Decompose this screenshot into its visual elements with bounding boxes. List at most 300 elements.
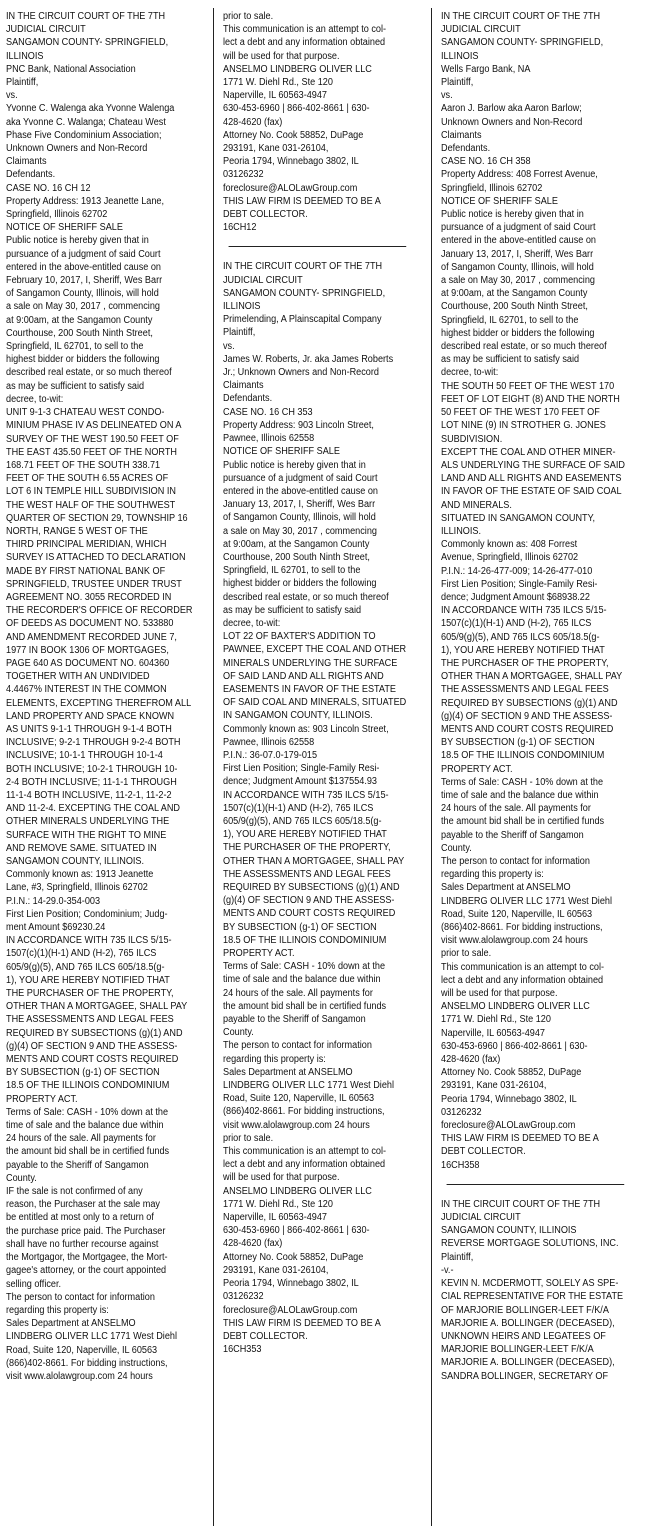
notice-text-line: will be used for that purpose.	[441, 988, 558, 1000]
notice-text-line: LOT 6 IN TEMPLE HILL SUBDIVISION IN	[6, 486, 176, 498]
notice-text-line: Unknown Owners and Non-Record	[441, 116, 583, 128]
notice-text-line: time of sale and the balance due within	[441, 789, 599, 801]
notice-text-line: MADE BY FIRST NATIONAL BANK OF	[6, 565, 166, 577]
notice-text-line: THE PURCHASER OF THE PROPERTY,	[441, 657, 609, 669]
notice-text-line: a sale on May 30, 2017 , commencing	[6, 301, 160, 313]
notice-text-line: aka Yvonne C. Walanga; Chateau West	[6, 116, 166, 128]
notice-text-line: visit www.alolawgroup.com 24 hours	[6, 1370, 153, 1382]
notice-text-line: SANGAMON COUNTY- SPRINGFIELD,	[441, 37, 604, 49]
notice-text-line: IF the sale is not confirmed of any	[6, 1186, 143, 1198]
legal-notice	[223, 260, 412, 1356]
notice-text-line: THE SOUTH 50 FEET OF THE WEST 170	[441, 380, 615, 392]
notice-text-line: First Lien Position; Single-Family Resi-	[441, 578, 598, 590]
notice-text-line: AND AMENDMENT RECORDED JUNE 7,	[6, 631, 177, 643]
notice-text-line: PROPERTY ACT.	[441, 763, 513, 775]
notice-text-line: ILLINOIS	[6, 50, 44, 62]
notice-text-line: EXCEPT THE COAL AND OTHER MINER-	[441, 446, 616, 458]
notice-text-line: James W. Roberts, Jr. aka James Roberts	[223, 353, 394, 365]
notice-text-line: Attorney No. Cook 58852, DuPage	[223, 1251, 364, 1263]
notice-text-line: Naperville, IL 60563-4947	[223, 1212, 328, 1224]
notice-text-line: NOTICE OF SHERIFF SALE	[223, 446, 340, 458]
column-3	[441, 10, 630, 1383]
notice-text-line: P.I.N.: 14-29.0-354-003	[6, 895, 101, 907]
notice-text-line: ment Amount $69230.24	[6, 922, 106, 934]
notice-text-line: IN SANGAMON COUNTY, ILLINOIS.	[223, 710, 373, 722]
notice-text-line: 428-4620 (fax)	[223, 1238, 283, 1250]
notice-text-line: 16CH353	[223, 1344, 262, 1356]
notice-text-line: Property Address: 408 Forrest Avenue,	[441, 169, 598, 181]
notice-text-line: as may be sufficient to satisfy said	[441, 354, 580, 366]
notice-text-line: PAGE 640 AS DOCUMENT NO. 604360	[6, 657, 170, 669]
notice-text-line: CASE NO. 16 CH 12	[6, 182, 91, 194]
notice-text-line: SURVEY OF THE WEST 190.50 FEET OF	[6, 433, 179, 445]
notice-text-line: Terms of Sale: CASH - 10% down at the	[441, 776, 604, 788]
notice-text-line: the amount bid shall be in certified funds	[6, 1146, 170, 1158]
notice-text-line: OTHER THAN A MORTGAGEE, SHALL PAY	[6, 1001, 188, 1013]
notice-text-line: reason, the Purchaser at the sale may	[6, 1199, 160, 1211]
notice-text-line: This communication is an attempt to col-	[223, 1146, 387, 1158]
notice-text-line: of Sangamon County, Illinois, will hold	[6, 288, 159, 300]
notice-text-line: LINDBERG OLIVER LLC 1771 West Diehl	[223, 1080, 394, 1092]
notice-text-line: UNIT 9-1-3 CHATEAU WEST CONDO-	[6, 407, 165, 419]
notice-text-line: 630-453-6960 | 866-402-8661 | 630-	[441, 1040, 588, 1052]
notice-text-line: AND MINERALS.	[441, 499, 512, 511]
notice-text-line: January 13, 2017, I, Sheriff, Wes Barr	[441, 248, 594, 260]
notice-text-line: OTHER THAN A MORTGAGEE, SHALL PAY	[223, 855, 405, 867]
notice-text-line: BY SUBSECTION (g-1) OF SECTION	[6, 1067, 160, 1079]
notice-text-line: Springfield, Illinois 62702	[6, 209, 108, 221]
notice-text-line: MINERALS UNDERLYING THE SURFACE	[223, 657, 398, 669]
notice-text-line: DEBT COLLECTOR.	[223, 209, 308, 221]
notice-text-line: PNC Bank, National Association	[6, 63, 136, 75]
notice-text-line: Springfield, IL 62701, to sell to the	[441, 314, 579, 326]
notice-text-line: decree, to-wit:	[6, 393, 64, 405]
notice-text-line: Plaintiff,	[441, 77, 474, 89]
notice-text-line: a sale on May 30, 2017 , commencing	[441, 275, 595, 287]
notice-text-line: BY SUBSECTION (g-1) OF SECTION	[223, 921, 377, 933]
legal-notice	[6, 10, 195, 1383]
notice-text-line: Naperville, IL 60563-4947	[441, 1027, 546, 1039]
notice-text-line: at 9:00am, at the Sangamon County	[6, 314, 153, 326]
notice-text-line: Wells Fargo Bank, NA	[441, 63, 531, 75]
notice-text-line: 50 FEET OF THE WEST 170 FEET OF	[441, 407, 600, 419]
notice-text-line: the amount bid shall be in certified funds	[223, 1000, 387, 1012]
notice-text-line: MARJORIE BOLLINGER-LEET F/K/A	[441, 1344, 594, 1356]
notice-text-line: dence; Judgment Amount $68938.22	[441, 591, 590, 603]
notice-text-line: regarding this property is:	[6, 1304, 109, 1316]
notice-text-line: LOT NINE (9) IN STROTHER G. JONES	[441, 420, 606, 432]
notice-text-line: Plaintiff,	[6, 77, 39, 89]
notice-text-line: highest bidder or bidders the following	[223, 578, 377, 590]
notice-text-line: PAWNEE, EXCEPT THE COAL AND OTHER	[223, 644, 407, 656]
notice-text-line: Springfield, IL 62701, to sell to the	[6, 341, 144, 353]
notice-text-line: Defendants.	[441, 143, 491, 155]
notice-text-line: Road, Suite 120, Naperville, IL 60563	[441, 908, 593, 920]
notice-text-line: Courthouse, 200 South Ninth Street,	[441, 301, 588, 313]
notice-text-line: BY SUBSECTION (g-1) OF SECTION	[441, 737, 595, 749]
legal-notice	[441, 1198, 630, 1383]
notice-text-line: LINDBERG OLIVER LLC 1771 West Diehl	[441, 895, 612, 907]
notice-text-line: LAND AND ALL RIGHTS AND EASEMENTS	[441, 473, 622, 485]
notice-text-line: IN ACCORDANCE WITH 735 ILCS 5/15-	[441, 605, 607, 617]
notice-text-line: regarding this property is:	[441, 869, 544, 881]
notice-separator	[229, 246, 407, 247]
notice-text-line: IN THE CIRCUIT COURT OF THE 7TH	[6, 11, 166, 22]
notice-text-line: entered in the above-entitled cause on	[6, 261, 162, 273]
notice-text-line: Defendants.	[223, 393, 273, 405]
notice-text-line: foreclosure@ALOLawGroup.com	[441, 1120, 576, 1132]
notice-text-line: described real estate, or so much thereof	[6, 367, 172, 379]
notice-text-line: 1), YOU ARE HEREBY NOTIFIED THAT	[6, 974, 170, 986]
notice-text-line: IN THE CIRCUIT COURT OF THE 7TH	[223, 261, 383, 273]
notice-text-line: SUBDIVISION.	[441, 433, 503, 445]
notice-text-line: 1771 W. Diehl Rd., Ste 120	[223, 1198, 333, 1210]
notice-text-line: 1), YOU ARE HEREBY NOTIFIED THAT	[223, 829, 387, 841]
notice-text-line: CIAL REPRESENTATIVE FOR THE ESTATE	[441, 1291, 624, 1303]
notice-text-line: Aaron J. Barlow aka Aaron Barlow;	[441, 103, 582, 115]
notice-text-line: 630-453-6960 | 866-402-8661 | 630-	[223, 103, 370, 115]
notice-text-line: County.	[441, 842, 472, 854]
notice-text-line: at 9:00am, at the Sangamon County	[441, 288, 588, 300]
notice-text-line: 24 hours of the sale. All payments for	[441, 803, 591, 815]
notice-text-line: SANGAMON COUNTY, ILLINOIS	[441, 1225, 577, 1237]
notice-text-line: Claimants	[6, 156, 47, 168]
notice-text-line: Pawnee, Illinois 62558	[223, 433, 315, 445]
notice-text-line: be entitled at most only to a return of	[6, 1212, 154, 1224]
notice-text-line: decree, to-wit:	[223, 617, 281, 629]
notice-text-line: 24 hours of the sale. All payments for	[223, 987, 373, 999]
notice-text-line: 605/9(g)(5), AND 765 ILCS 605/18.5(g-	[441, 631, 600, 643]
column-divider	[213, 8, 214, 1526]
notice-text-line: THIS LAW FIRM IS DEEMED TO BE A	[223, 195, 381, 207]
notice-text-line: THE WEST HALF OF THE SOUTHWEST	[6, 499, 176, 511]
notice-text-line: MINIUM PHASE IV AS DELINEATED ON A	[6, 420, 182, 432]
notice-text-line: LINDBERG OLIVER LLC 1771 West Diehl	[6, 1331, 177, 1343]
notice-text-line: 16CH358	[441, 1159, 480, 1171]
notice-text-line: THE PURCHASER OF THE PROPERTY,	[6, 988, 174, 1000]
notice-text-line: OF SAID COAL AND MINERALS, SITUATED	[223, 697, 407, 709]
notice-text-line: Courthouse, 200 South Ninth Street,	[6, 327, 153, 339]
notice-text-line: NORTH, RANGE 5 WEST OF THE	[6, 525, 148, 537]
notice-text-line: OTHER THAN A MORTGAGEE, SHALL PAY	[441, 671, 623, 683]
notice-text-line: BOTH INCLUSIVE; 10-2-1 THROUGH 10-	[6, 763, 178, 775]
notice-text-line: dence; Judgment Amount $137554.93	[223, 776, 378, 788]
notice-text-line: NOTICE OF SHERIFF SALE	[6, 222, 123, 234]
notice-text-line: SPRINGFIELD, TRUSTEE UNDER TRUST	[6, 578, 182, 590]
notice-text-line: P.I.N.: 36-07.0-179-015	[223, 749, 318, 761]
notice-text-line: Jr.; Unknown Owners and Non-Record	[223, 367, 379, 379]
notice-text-line: vs.	[6, 90, 18, 102]
legal-notice	[441, 10, 630, 1172]
notice-text-line: IN ACCORDANCE WITH 735 ILCS 5/15-	[223, 789, 389, 801]
notice-text-line: ILLINOIS.	[441, 525, 482, 537]
notice-text-line: County.	[223, 1027, 254, 1039]
notice-text-line: Property Address: 903 Lincoln Street,	[223, 419, 374, 431]
notice-text-line: 18.5 OF THE ILLINOIS CONDOMINIUM	[223, 934, 387, 946]
notice-text-line: SANGAMON COUNTY- SPRINGFIELD,	[6, 37, 169, 49]
notice-separator	[447, 1184, 625, 1185]
notice-text-line: Public notice is hereby given that in	[223, 459, 366, 471]
notice-text-line: OF DEEDS AS DOCUMENT NO. 533880	[6, 618, 174, 630]
notice-text-line: MENTS AND COURT COSTS REQUIRED	[441, 723, 614, 735]
notice-text-line: JUDICIAL CIRCUIT	[223, 274, 303, 286]
notice-text-line: Terms of Sale: CASH - 10% down at the	[6, 1106, 169, 1118]
notice-text-line: entered in the above-entitled cause on	[223, 485, 379, 497]
notice-text-line: (g)(4) OF SECTION 9 AND THE ASSESS-	[223, 895, 395, 907]
notice-text-line: will be used for that purpose.	[223, 50, 340, 62]
notice-text-line: time of sale and the balance due within	[6, 1120, 164, 1132]
notice-text-line: PROPERTY ACT.	[6, 1093, 78, 1105]
notice-text-line: Avenue, Springfield, Illinois 62702	[441, 552, 579, 564]
notice-text-line: ANSELMO LINDBERG OLIVER LLC	[441, 1001, 590, 1013]
notice-text-line: Springfield, Illinois 62702	[441, 182, 543, 194]
notice-text-line: 1771 W. Diehl Rd., Ste 120	[223, 77, 333, 89]
notice-text-line: OF MARJORIE BOLLINGER-LEET F/K/A	[441, 1304, 609, 1316]
notice-text-line: The person to contact for information	[223, 1040, 372, 1052]
notice-text-line: FEET OF THE SOUTH 6.55 ACRES OF	[6, 473, 169, 485]
notice-text-line: ILLINOIS	[223, 301, 261, 313]
notice-text-line: 4.4467% INTEREST IN THE COMMON	[6, 684, 167, 696]
notice-text-line: Road, Suite 120, Naperville, IL 60563	[6, 1344, 158, 1356]
notice-text-line: UNKNOWN HEIRS AND LEGATEES OF	[441, 1330, 606, 1342]
notice-text-line: (866)402-8661. For bidding instructions,	[6, 1357, 168, 1369]
notice-text-line: JUDICIAL CIRCUIT	[6, 24, 86, 36]
notice-text-line: highest bidder or bidders the following	[6, 354, 160, 366]
notice-text-line: OTHER MINERALS UNDERLYING THE	[6, 816, 170, 828]
notice-text-line: lect a debt and any information obtained	[223, 37, 386, 49]
notice-text-line: Naperville, IL 60563-4947	[223, 90, 328, 102]
notice-text-line: THIS LAW FIRM IS DEEMED TO BE A	[223, 1317, 381, 1329]
notice-text-line: 1977 IN BOOK 1306 OF MORTGAGES,	[6, 644, 169, 656]
notice-text-line: NOTICE OF SHERIFF SALE	[441, 195, 558, 207]
notice-text-line: SANGAMON COUNTY, ILLINOIS.	[6, 856, 145, 867]
notice-text-line: decree, to-wit:	[441, 367, 499, 379]
notice-text-line: First Lien Position; Condominium; Judg-	[6, 908, 168, 920]
notice-text-line: 1771 W. Diehl Rd., Ste 120	[441, 1014, 551, 1026]
notice-text-line: 2-4 BOTH INCLUSIVE; 11-1-1 THROUGH	[6, 776, 177, 788]
notice-text-line: MARJORIE A. BOLLINGER (DECEASED),	[441, 1357, 615, 1369]
notice-text-line: Public notice is hereby given that in	[441, 209, 584, 221]
notice-text-line: This communication is an attempt to col-	[223, 24, 387, 36]
notice-text-line: SURVEY IS ATTACHED TO DECLARATION	[6, 552, 186, 564]
notice-text-line: gagee's attorney, or the court appointed	[6, 1265, 167, 1277]
notice-text-line: This communication is an attempt to col-	[441, 961, 605, 973]
column-divider	[431, 8, 432, 1526]
notice-text-line: First Lien Position; Single-Family Resi-	[223, 763, 380, 775]
notice-text-line: DEBT COLLECTOR.	[441, 1146, 526, 1158]
notice-text-line: Courthouse, 200 South Ninth Street,	[223, 551, 370, 563]
notice-text-line: 1507(c)(1)(H-1) AND (H-2), 765 ILCS	[6, 948, 157, 960]
notice-text-line: 18.5 OF THE ILLINOIS CONDOMINIUM	[441, 750, 605, 762]
notice-text-line: Peoria 1794, Winnebago 3802, IL	[223, 156, 359, 168]
notice-text-line: payable to the Sheriff of Sangamon	[223, 1014, 366, 1026]
notice-text-line: prior to sale.	[441, 948, 492, 960]
notice-text-line: Sales Department at ANSELMO	[223, 1066, 353, 1078]
notice-text-line: INCLUSIVE; 10-1-1 THROUGH 10-1-4	[6, 750, 163, 762]
notice-text-line: THIS LAW FIRM IS DEEMED TO BE A	[441, 1133, 599, 1145]
notice-text-line: as may be sufficient to satisfy said	[6, 380, 145, 392]
notice-text-line: Defendants.	[6, 169, 56, 181]
notice-text-line: REQUIRED BY SUBSECTIONS (g)(1) AND	[441, 697, 618, 709]
notice-text-line: pursuance of a judgment of said Court	[441, 222, 596, 234]
notice-text-line: 293191, Kane 031-26104,	[223, 1264, 329, 1276]
notice-text-line: pursuance of a judgment of said Court	[223, 472, 378, 484]
notice-text-line: 03126232	[223, 1291, 264, 1303]
column-2	[223, 10, 412, 1356]
notice-text-line: Road, Suite 120, Naperville, IL 60563	[223, 1093, 375, 1105]
notice-text-line: REVERSE MORTGAGE SOLUTIONS, INC.	[441, 1238, 619, 1250]
notice-text-line: Plaintiff,	[441, 1251, 474, 1263]
notice-text-line: AGREEMENT NO. 3055 RECORDED IN	[6, 591, 172, 603]
notice-text-line: JUDICIAL CIRCUIT	[441, 24, 521, 36]
notice-text-line: FEET OF LOT EIGHT (8) AND THE NORTH	[441, 393, 620, 405]
notice-text-line: CASE NO. 16 CH 358	[441, 156, 531, 168]
notice-text-line: Terms of Sale: CASH - 10% down at the	[223, 961, 386, 973]
notice-text-line: (866)402-8661. For bidding instructions,	[223, 1106, 385, 1118]
notice-text-line: EASEMENTS IN FAVOR OF THE ESTATE	[223, 683, 396, 695]
notice-text-line: DEBT COLLECTOR.	[223, 1330, 308, 1342]
notice-text-line: REQUIRED BY SUBSECTIONS (g)(1) AND	[6, 1027, 183, 1039]
notice-text-line: INCLUSIVE; 9-2-1 THROUGH 9-2-4 BOTH	[6, 737, 181, 749]
notice-text-line: Peoria 1794, Winnebago 3802, IL	[441, 1093, 577, 1105]
notice-text-line: ANSELMO LINDBERG OLIVER LLC	[223, 1185, 372, 1197]
notice-text-line: 18.5 OF THE ILLINOIS CONDOMINIUM	[6, 1080, 170, 1092]
notice-text-line: 428-4620 (fax)	[223, 116, 283, 128]
notice-text-line: highest bidder or bidders the following	[441, 327, 595, 339]
notice-text-line: at 9:00am, at the Sangamon County	[223, 538, 370, 550]
notice-text-line: visit www.alolawgroup.com 24 hours	[223, 1119, 370, 1131]
notice-text-line: Attorney No. Cook 58852, DuPage	[223, 129, 364, 141]
notice-text-line: SITUATED IN SANGAMON COUNTY,	[441, 512, 596, 524]
notice-text-line: QUARTER OF SECTION 29, TOWNSHIP 16	[6, 512, 188, 524]
notice-text-line: 630-453-6960 | 866-402-8661 | 630-	[223, 1225, 370, 1237]
notice-text-line: CASE NO. 16 CH 353	[223, 406, 313, 418]
notice-text-line: the Mortgagor, the Mortgagee, the Mort-	[6, 1252, 168, 1264]
notice-text-line: MENTS AND COURT COSTS REQUIRED	[223, 908, 396, 920]
notice-text-line: Attorney No. Cook 58852, DuPage	[441, 1067, 582, 1079]
notice-text-line: Commonly known as: 903 Lincoln Street,	[223, 723, 389, 735]
notice-text-line: AND REMOVE SAME. SITUATED IN	[6, 842, 157, 854]
notice-text-line: Sales Department at ANSELMO	[6, 1318, 136, 1330]
notice-text-line: Commonly known as: 1913 Jeanette	[6, 869, 154, 881]
notice-text-line: 03126232	[441, 1106, 482, 1118]
notice-text-line: 03126232	[223, 169, 264, 181]
notice-text-line: time of sale and the balance due within	[223, 974, 381, 986]
notice-text-line: regarding this property is:	[223, 1053, 326, 1065]
notice-text-line: LAND PROPERTY AND SPACE KNOWN	[6, 710, 175, 722]
notice-text-line: will be used for that purpose.	[223, 1172, 340, 1184]
notice-text-line: 24 hours of the sale. All payments for	[6, 1133, 156, 1145]
notice-text-line: shall have no further recourse against	[6, 1238, 159, 1250]
notice-text-line: LOT 22 OF BAXTER'S ADDITION TO	[223, 631, 376, 643]
notice-text-line: described real estate, or so much thereof	[223, 591, 389, 603]
notice-text-line: Lane, #3, Springfield, Illinois 62702	[6, 882, 148, 894]
notice-text-line: (866)402-8661. For bidding instructions,	[441, 922, 603, 934]
notice-text-line: Yvonne C. Walenga aka Yvonne Walenga	[6, 103, 175, 115]
notice-text-line: 293191, Kane 031-26104,	[223, 143, 329, 155]
notice-text-line: THE PURCHASER OF THE PROPERTY,	[223, 842, 391, 854]
notice-text-line: January 13, 2017, I, Sheriff, Wes Barr	[223, 499, 376, 511]
notice-text-line: SANDRA BOLLINGER, SECRETARY OF	[441, 1370, 609, 1382]
notice-text-line: ANSELMO LINDBERG OLIVER LLC	[223, 63, 372, 75]
notice-text-line: Unknown Owners and Non-Record	[6, 143, 148, 155]
notice-text-line: prior to sale.	[223, 1132, 274, 1144]
notice-text-line: KEVIN N. MCDERMOTT, SOLELY AS SPE-	[441, 1278, 619, 1290]
notice-text-line: OF SAID LAND AND ALL RIGHTS AND	[223, 670, 384, 682]
notice-text-line: JUDICIAL CIRCUIT	[441, 1212, 521, 1224]
notice-text-line: REQUIRED BY SUBSECTIONS (g)(1) AND	[223, 882, 400, 893]
notice-text-line: (g)(4) OF SECTION 9 AND THE ASSESS-	[441, 710, 613, 722]
notice-text-line: lect a debt and any information obtained	[441, 974, 604, 986]
notice-text-line: visit www.alolawgroup.com 24 hours	[441, 935, 588, 947]
notice-text-line: IN FAVOR OF THE ESTATE OF SAID COAL	[441, 486, 622, 498]
notice-text-line: The person to contact for information	[441, 856, 590, 867]
column-1	[6, 10, 195, 1383]
notice-text-line: selling officer.	[6, 1278, 62, 1290]
notice-text-line: Property Address: 1913 Jeanette Lane,	[6, 195, 165, 207]
notice-text-line: THE RECORDER'S OFFICE OF RECORDER	[6, 605, 193, 617]
notice-text-line: payable to the Sheriff of Sangamon	[6, 1159, 149, 1171]
notice-text-line: THIRD PRINCIPAL MERIDIAN, WHICH	[6, 539, 167, 551]
notice-text-line: 168.71 FEET OF THE SOUTH 338.71	[6, 459, 161, 471]
notice-text-line: THE ASSESSMENTS AND LEGAL FEES	[441, 684, 609, 696]
notice-text-line: AS UNITS 9-1-1 THROUGH 9-1-4 BOTH	[6, 723, 172, 735]
notice-text-line: foreclosure@ALOLawGroup.com	[223, 182, 358, 194]
notice-text-line: SURFACE WITH THE RIGHT TO MINE	[6, 829, 167, 841]
notice-text-line: THE ASSESSMENTS AND LEGAL FEES	[223, 868, 391, 880]
notice-text-line: pursuance of a judgment of said Court	[6, 248, 161, 260]
notice-text-line: foreclosure@ALOLawGroup.com	[223, 1304, 358, 1316]
notice-text-line: 1), YOU ARE HEREBY NOTIFIED THAT	[441, 644, 605, 656]
notice-text-line: 605/9(g)(5), AND 765 ILCS 605/18.5(g-	[223, 815, 382, 827]
notice-text-line: the purchase price paid. The Purchaser	[6, 1225, 166, 1237]
notice-text-line: 1507(c)(1)(H-1) AND (H-2), 765 ILCS	[441, 618, 592, 630]
notice-text-line: prior to sale.	[223, 11, 274, 22]
notice-text-line: TOGETHER WITH AN UNDIVIDED	[6, 671, 150, 683]
notice-text-line: County.	[6, 1172, 37, 1184]
notice-text-line: Peoria 1794, Winnebago 3802, IL	[223, 1278, 359, 1290]
notice-text-line: Pawnee, Illinois 62558	[223, 736, 315, 748]
notice-text-line: described real estate, or so much thereof	[441, 341, 607, 353]
notice-text-line: 1507(c)(1)(H-1) AND (H-2), 765 ILCS	[223, 802, 374, 814]
notice-text-line: ELEMENTS, EXCEPTING THEREFROM ALL	[6, 697, 192, 709]
notice-text-line: Plaintiff,	[223, 327, 256, 339]
notice-text-line: of Sangamon County, Illinois, will hold	[223, 512, 376, 524]
notice-text-line: THE ASSESSMENTS AND LEGAL FEES	[6, 1014, 174, 1026]
notice-text-line: entered in the above-entitled cause on	[441, 235, 597, 247]
notice-text-line: Sales Department at ANSELMO	[441, 882, 571, 894]
notice-text-line: 293191, Kane 031-26104,	[441, 1080, 547, 1092]
notice-text-line: vs.	[223, 340, 235, 352]
notice-text-line: February 10, 2017, I, Sheriff, Wes Barr	[6, 275, 163, 287]
notice-text-line: ILLINOIS	[441, 50, 479, 62]
notice-text-line: Phase Five Condominium Association;	[6, 129, 162, 141]
notice-text-line: MARJORIE A. BOLLINGER (DECEASED),	[441, 1317, 615, 1329]
notice-text-line: -v.-	[441, 1264, 454, 1276]
notice-text-line: P.I.N.: 14-26-477-009; 14-26-477-010	[441, 565, 593, 577]
notice-text-line: 16CH12	[223, 222, 257, 234]
notice-text-line: payable to the Sheriff of Sangamon	[441, 829, 584, 841]
notice-text-line: Primelending, A Plainscapital Company	[223, 314, 382, 326]
notice-text-line: IN ACCORDANCE WITH 735 ILCS 5/15-	[6, 935, 172, 947]
notice-text-line: IN THE CIRCUIT COURT OF THE 7TH	[441, 1198, 601, 1210]
notice-text-line: Springfield, IL 62701, to sell to the	[223, 565, 361, 577]
notice-text-line: Commonly known as: 408 Forrest	[441, 539, 578, 551]
notice-text-line: ALS UNDERLYING THE SURFACE OF SAID	[441, 459, 625, 471]
notice-text-line: 428-4620 (fax)	[441, 1054, 501, 1066]
notice-text-line: SANGAMON COUNTY- SPRINGFIELD,	[223, 287, 386, 299]
notice-text-line: of Sangamon County, Illinois, will hold	[441, 261, 594, 273]
